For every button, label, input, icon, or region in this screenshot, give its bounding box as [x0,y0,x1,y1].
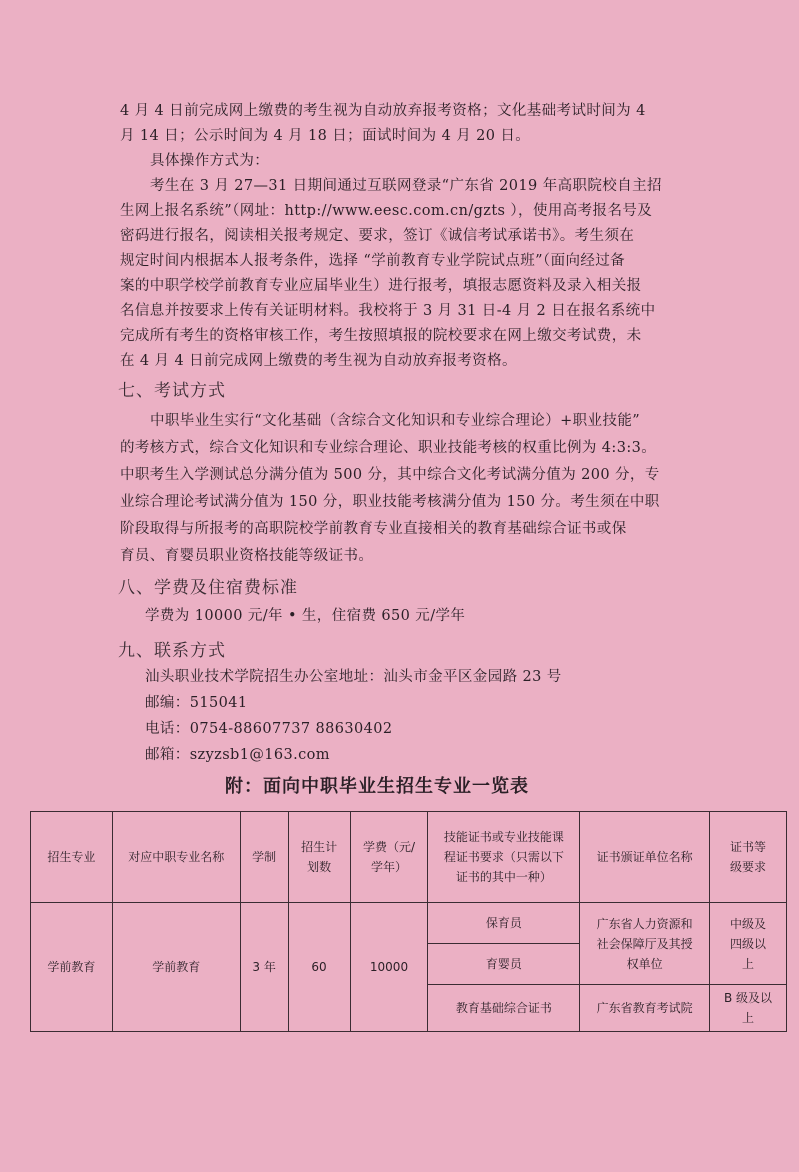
contact-phone: 电话：0754-88607737 88630402 [145,721,393,737]
text-line: 中职毕业生实行“文化基础（含综合文化知识和专业综合理论）+职业技能” [150,413,641,429]
header-issuer: 证书颁证单位名称 [580,812,710,903]
text-line: 的考核方式，综合文化知识和专业综合理论、职业技能考核的权重比例为 4:3:3。 [120,440,657,456]
text-line: 名信息并按要求上传有关证明材料。我校将于 3 月 31 日-4 月 2 日在报名系统中 [120,303,656,319]
cell-issuer: 广东省人力资源和 社会保障厅及其授 权单位 [580,903,710,985]
table-header-row [31,812,787,903]
cell-level: 中级及 四级以 上 [710,903,787,985]
header-fee: 学费（元/ 学年） [350,812,428,903]
text-line: 具体操作方式为： [150,153,270,169]
section-8-heading: 八、学费及住宿费标准 [118,578,298,598]
text-line: 在 4 月 4 日前完成网上缴费的考生视为自动放弃报考资格。 [120,353,517,369]
header-level: 证书等 级要求 [710,812,787,903]
text-line: 月 14 日；公示时间为 4 月 18 日；面试时间为 4 月 20 日。 [120,128,531,144]
text-line: 完成所有考生的资格审核工作，考生按照填报的院校要求在网上缴交考试费，未 [120,328,642,344]
cell-cert: 保育员 [428,903,580,944]
cell-cert: 育婴员 [428,944,580,985]
text-line: 中职考生入学测试总分满分值为 500 分，其中综合文化考试满分值为 200 分，专 [120,467,660,483]
text-line: 4 月 4 日前完成网上缴费的考生视为自动放弃报考资格；文化基础考试时间为 4 [120,103,646,119]
text-line: 生网上报名系统”（网址：http://www.eesc.com.cn/gzts ），使用高考报名号及 [120,203,653,219]
text-line: 考生在 3 月 27—31 日期间通过互联网登录“广东省 2019 年高职院校自主招 [150,178,662,194]
cell-level: B 级及以 上 [710,985,787,1032]
header-vocational-major: 对应中职专业名称 [112,812,240,903]
cell-issuer: 广东省教育考试院 [580,985,710,1032]
tuition-line: 学费为 10000 元/年 • 生，住宿费 650 元/学年 [145,608,466,624]
major-table [30,811,787,1032]
text-line: 案的中职学校学前教育专业应届毕业生）进行报考，填报志愿资料及录入相关报 [120,278,642,294]
cell-fee: 10000 [350,903,428,1032]
text-line: 育员、育婴员职业资格技能等级证书。 [120,548,374,564]
contact-address: 汕头职业技术学院招生办公室地址：汕头市金平区金园路 23 号 [145,669,562,685]
text-line: 密码进行报名，阅读相关报考规定、要求，签订《诚信考试承诺书》。考生须在 [120,228,635,244]
cell-duration: 3 年 [240,903,288,1032]
text-line: 规定时间内根据本人报考条件，选择 “学前教育专业学院试点班”（面向经过备 [120,253,626,269]
header-major: 招生专业 [31,812,113,903]
text-line: 业综合理论考试满分值为 150 分，职业技能考核满分值为 150 分。考生须在中职 [120,494,660,510]
cell-vocational-major: 学前教育 [112,903,240,1032]
cell-major: 学前教育 [31,903,113,1032]
header-cert: 技能证书或专业技能课 程证书要求（只需以下 证书的其中一种） [428,812,580,903]
header-quota: 招生计 划数 [288,812,350,903]
text-line: 阶段取得与所报考的高职院校学前教育专业直接相关的教育基础综合证书或保 [120,521,627,537]
contact-email: 邮箱：szyzsb1@163.com [145,747,330,763]
cell-quota: 60 [288,903,350,1032]
table-title: 附：面向中职毕业生招生专业一览表 [225,776,529,797]
table-row [31,903,787,944]
cell-cert: 教育基础综合证书 [428,985,580,1032]
section-7-heading: 七、考试方式 [118,381,226,401]
header-duration: 学制 [240,812,288,903]
section-9-heading: 九、联系方式 [118,641,226,661]
contact-postcode: 邮编：515041 [145,695,248,711]
